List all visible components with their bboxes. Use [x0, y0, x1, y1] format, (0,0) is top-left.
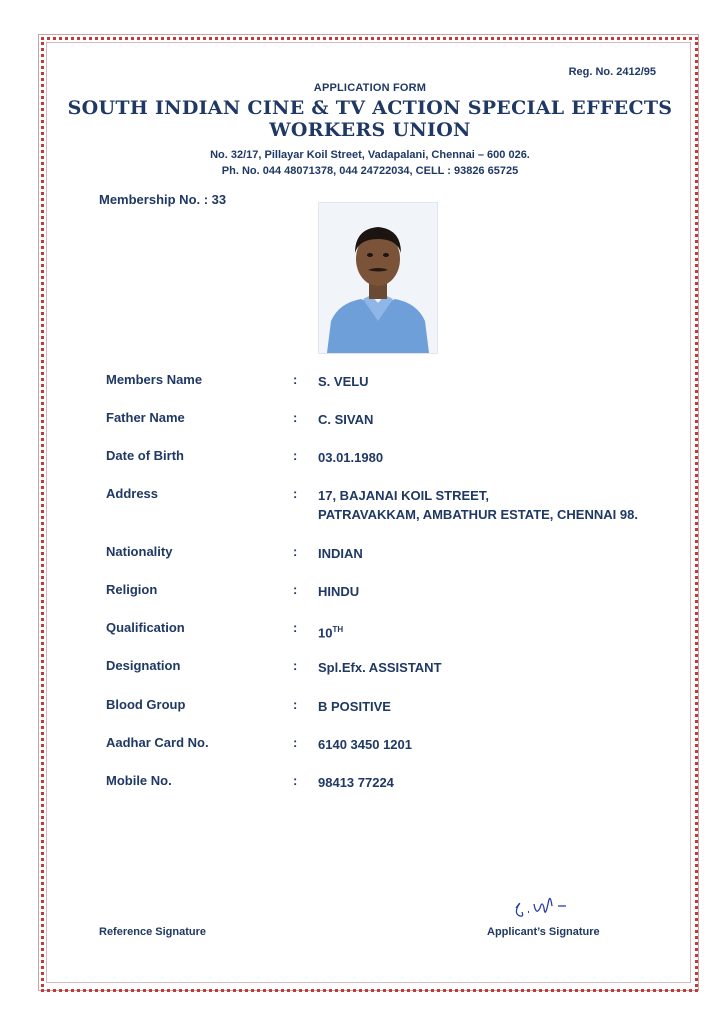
field-label: Designation	[106, 658, 181, 673]
applicant-handwritten-signature	[508, 886, 578, 922]
field-label: Members Name	[106, 372, 203, 387]
field-label: Address	[106, 486, 159, 501]
field-value	[318, 486, 638, 524]
field-colon: :	[293, 735, 298, 750]
field-value: 98413 77224	[318, 775, 394, 790]
field-label: Date of Birth	[106, 448, 184, 463]
field-value: INDIAN	[318, 546, 363, 561]
field-colon: :	[293, 410, 298, 425]
field-value: Spl.Efx. ASSISTANT	[318, 660, 442, 675]
union-name-line2: WORKERS UNION	[269, 119, 471, 141]
field-value: B POSITIVE	[318, 699, 391, 714]
field-value	[318, 620, 343, 642]
field-value: 6140 3450 1201	[318, 737, 412, 752]
field-value: S. VELU	[318, 374, 369, 389]
union-name	[60, 97, 680, 141]
qualification-suffix: TH	[332, 625, 344, 634]
form-header	[60, 82, 680, 179]
field-colon: :	[293, 448, 298, 463]
field-label: Father Name	[106, 410, 185, 425]
field-label: Aadhar Card No.	[106, 735, 209, 750]
field-value: HINDU	[318, 584, 360, 599]
field-colon: :	[293, 486, 298, 501]
union-phone: Ph. No. 044 48071378, 044 24722034, CELL : 93826 65725	[221, 165, 519, 177]
applicant-signature-label: Applicant’s Signature	[487, 926, 600, 938]
union-address: No. 32/17, Pillayar Koil Street, Vadapalani, Chennai – 600 026.	[210, 149, 530, 161]
field-colon: :	[293, 372, 298, 387]
field-label: Blood Group	[106, 697, 186, 712]
membership-number: Membership No. : 33	[99, 192, 227, 207]
field-value: 03.01.1980	[318, 450, 384, 465]
field-colon: :	[293, 658, 298, 673]
field-label: Nationality	[106, 544, 173, 559]
field-label: Qualification	[106, 620, 185, 635]
qualification-number: 10	[318, 625, 333, 641]
union-contact	[60, 147, 680, 179]
reference-signature-label: Reference Signature	[99, 926, 206, 938]
field-label: Religion	[106, 582, 158, 597]
address-line2: PATRAVAKKAM, AMBATHUR ESTATE, CHENNAI 98.	[318, 507, 638, 522]
field-colon: :	[293, 544, 298, 559]
field-colon: :	[293, 697, 298, 712]
field-colon: :	[293, 620, 298, 635]
field-colon: :	[293, 773, 298, 788]
field-colon: :	[293, 582, 298, 597]
member-photo-illustration	[319, 203, 437, 353]
address-line1: 17, BAJANAI KOIL STREET,	[318, 488, 489, 503]
form-title: APPLICATION FORM	[313, 82, 427, 94]
field-value: C. SIVAN	[318, 412, 374, 427]
union-name-line1: SOUTH INDIAN CINE & TV ACTION SPECIAL EFFECTS	[67, 97, 673, 119]
field-label: Mobile No.	[106, 773, 172, 788]
member-photo	[318, 202, 438, 354]
registration-number: Reg. No. 2412/95	[568, 66, 656, 78]
